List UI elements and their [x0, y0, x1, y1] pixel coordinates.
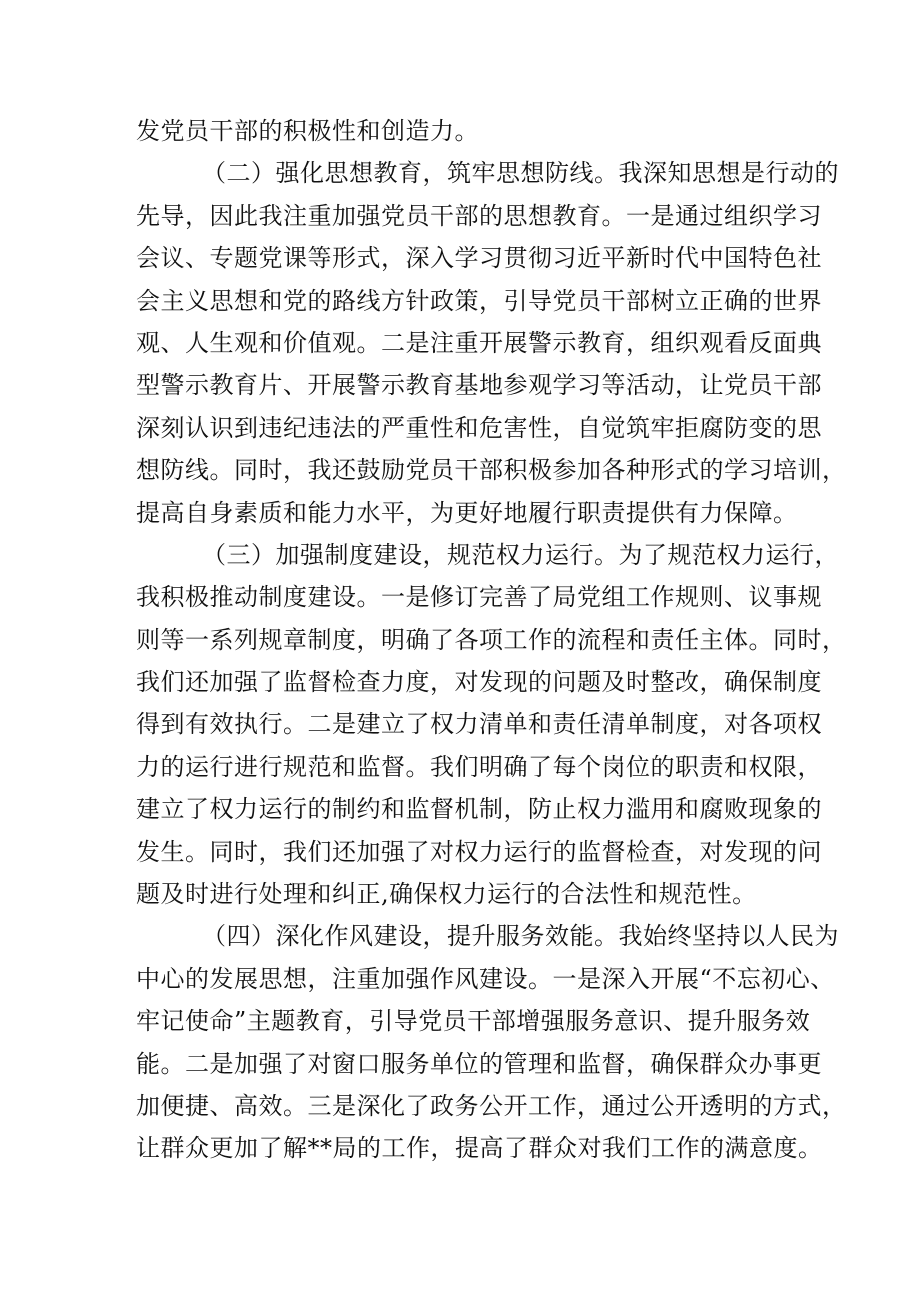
text-line: 发生。同时，我们还加强了对权力运行的监督检查，对发现的问 [136, 837, 822, 866]
text-line: 想防线。同时，我还鼓励党员干部积极参加各种形式的学习培训， [136, 456, 847, 485]
text-line: 加便捷、高效。三是深化了政务公开工作，通过公开透明的方式， [136, 1091, 847, 1120]
text-line: 则等一系列规章制度，明确了各项工作的流程和责任主体。同时， [136, 625, 847, 654]
paragraph [136, 110, 796, 152]
paragraph [136, 534, 847, 916]
text-line: 力的运行进行规范和监督。我们明确了每个岗位的职责和权限， [136, 752, 822, 781]
text-line: 让群众更加了解**局的工作，提高了群众对我们工作的满意度。 [136, 1134, 823, 1163]
text-line: 会主义思想和党的路线方针政策，引导党员干部树立正确的世界 [136, 286, 822, 315]
text-line: 发党员干部的积极性和创造力。 [136, 117, 479, 145]
text-line: （二）强化思想教育，筑牢思想防线。我深知思想是行动的 [202, 159, 839, 188]
text-line: 能。二是加强了对窗口服务单位的管理和监督，确保群众办事更 [136, 1049, 822, 1078]
text-line: 题及时进行处理和纠正,确保权力运行的合法性和规范性。 [136, 880, 757, 909]
text-line: （四）深化作风建设，提升服务效能。我始终坚持以人民为 [202, 922, 839, 951]
text-line: 牢记使命”主题教育，引导党员干部增强服务意识、提升服务效 [136, 1007, 811, 1036]
text-line: 我积极推动制度建设。一是修订完善了局党组工作规则、议事规 [136, 583, 822, 612]
text-line: 先导，因此我注重加强党员干部的思想教育。一是通过组织学习 [136, 201, 822, 230]
paragraph [136, 152, 847, 534]
text-line: 得到有效执行。二是建立了权力清单和责任清单制度，对各项权 [136, 710, 822, 739]
text-line: 我们还加强了监督检查力度，对发现的问题及时整改，确保制度 [136, 668, 822, 697]
document-body [136, 110, 847, 1170]
text-line: 深刻认识到违纪违法的严重性和危害性，自觉筑牢拒腐防变的思 [136, 413, 822, 442]
text-line: 建立了权力运行的制约和监督机制，防止权力滥用和腐败现象的 [136, 795, 822, 824]
paragraph [136, 915, 847, 1169]
text-line: 会议、专题党课等形式，深入学习贯彻习近平新时代中国特色社 [136, 244, 822, 273]
text-line: 提高自身素质和能力水平，为更好地履行职责提供有力保障。 [136, 498, 798, 527]
text-line: 中心的发展思想，注重加强作风建设。一是深入开展“不忘初心、 [136, 964, 835, 993]
text-line: （三）加强制度建设，规范权力运行。为了规范权力运行， [202, 540, 839, 569]
text-line: 型警示教育片、开展警示教育基地参观学习等活动，让党员干部 [136, 371, 822, 400]
text-line: 观、人生观和价值观。二是注重开展警示教育，组织观看反面典 [136, 328, 822, 357]
